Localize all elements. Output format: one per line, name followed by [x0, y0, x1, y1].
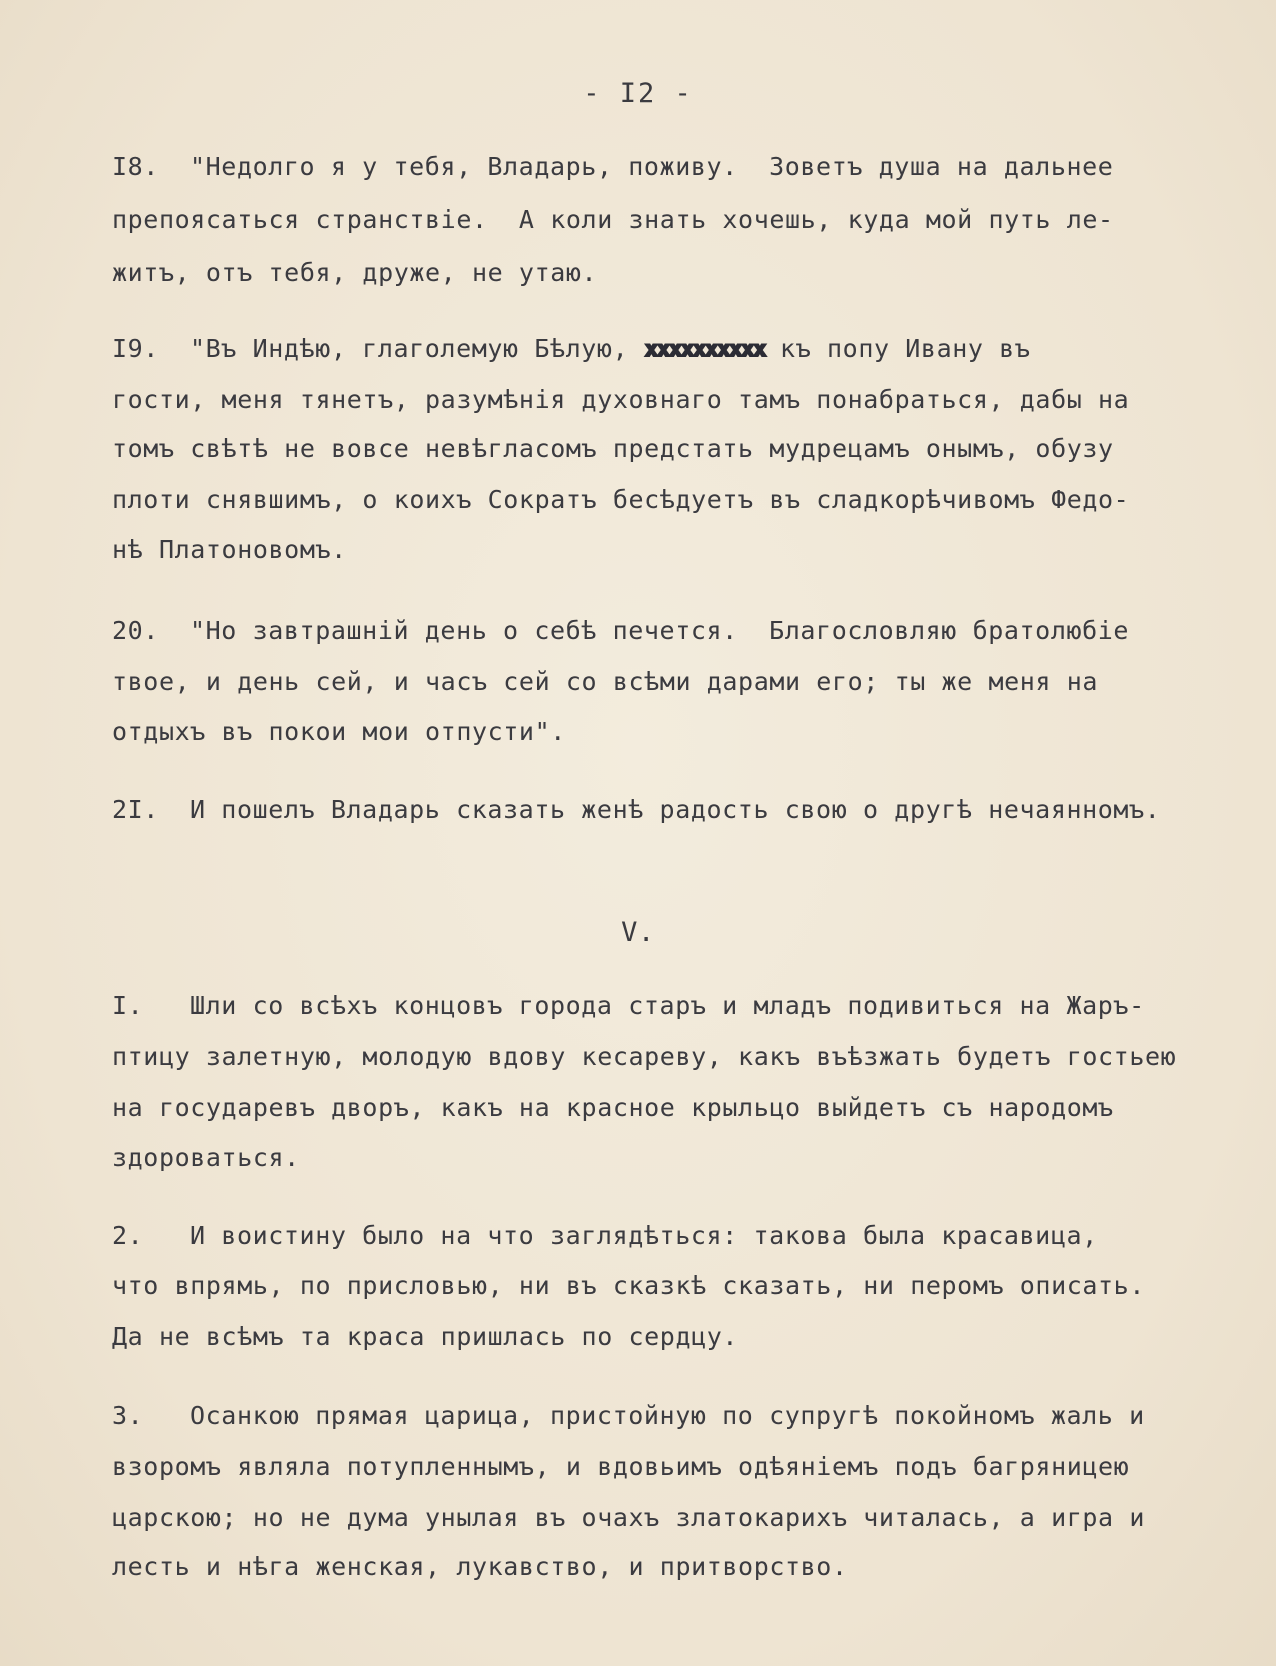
page-number: - I2 -: [583, 78, 693, 109]
paragraph-20-line-3: отдыхъ въ покои мои отпусти".: [112, 717, 566, 746]
paragraph-19-line-1: [112, 334, 1030, 364]
paragraph-19-line-3: томъ свѣтѣ не вовсе невѣгласомъ предстать мудрецамъ онымъ, обузу: [112, 434, 1114, 463]
paragraph-21-line-1: [112, 795, 1160, 825]
paragraph-18-line-2: препоясаться странствіе. А коли знать хочешь, куда мой путь ле-: [112, 205, 1114, 234]
paragraph-number: I.: [112, 991, 144, 1020]
section-paragraph-1-line-3: на государевъ дворъ, какъ на красное крыльцо выйдетъ съ народомъ: [112, 1093, 1114, 1122]
line-text: Осанкою прямая царица, пристойную по супругѣ покойномъ жаль и: [190, 1401, 1145, 1430]
paragraph-number: 2.: [112, 1221, 144, 1250]
paragraph-19-line-4: плоти снявшимъ, о коихъ Сократъ бесѣдуетъ въ сладкорѣчивомъ Федо-: [112, 485, 1130, 514]
paragraph-number: 3.: [112, 1401, 144, 1430]
section-paragraph-1-line-1: [112, 991, 1145, 1021]
line-text-continued: къ попу Ивану въ: [764, 334, 1031, 363]
paragraph-19-line-5: нѣ Платоновомъ.: [112, 535, 347, 564]
paragraph-20-line-2: твое, и день сей, и часъ сей со всѣми дарами его; ты же меня на: [112, 667, 1099, 696]
paragraph-number: I8.: [112, 152, 159, 181]
section-paragraph-1-line-2: птицу залетную, молодую вдову кесареву, какъ въѣзжать будетъ гостьею: [112, 1042, 1177, 1071]
section-paragraph-3-line-2: взоромъ являла потупленнымъ, и вдовьимъ одѣяніемъ подъ багряницею: [112, 1452, 1130, 1481]
section-paragraph-2-line-2: что впрямь, по присловью, ни въ сказкѣ сказать, ни перомъ описать.: [112, 1271, 1145, 1300]
paragraph-number: 20.: [112, 616, 159, 645]
section-paragraph-3-line-4: лесть и нѣга женская, лукавство, и притворство.: [112, 1552, 848, 1581]
line-text: И пошелъ Владарь сказать женѣ радость свою о другѣ нечаянномъ.: [190, 795, 1161, 824]
line-text: "Въ Индѣю, глаголемую Бѣлую,: [190, 334, 644, 363]
paragraph-18-line-1: [112, 152, 1113, 182]
line-text: "Но завтрашній день о себѣ печется. Благословляю братолюбіе: [190, 616, 1130, 645]
line-text: "Недолго я у тебя, Владарь, поживу. Зоветъ душа на дальнее: [190, 152, 1114, 181]
section-paragraph-2-line-1: [112, 1221, 1098, 1251]
section-paragraph-3-line-3: царскою; но не дума унылая въ очахъ златокарихъ читалась, а игра и: [112, 1503, 1145, 1532]
struck-out-text: xxxxxxxxxx: [643, 334, 765, 363]
paragraph-number: I9.: [112, 334, 159, 363]
section-paragraph-2-line-3: Да не всѣмъ та краса пришлась по сердцу.: [112, 1322, 739, 1351]
section-heading: V.: [621, 917, 655, 948]
section-paragraph-3-line-1: [112, 1401, 1145, 1431]
paragraph-18-line-3: житъ, отъ тебя, друже, не утаю.: [112, 258, 598, 287]
section-paragraph-1-line-4: здороваться.: [112, 1143, 300, 1172]
line-text: И воистину было на что заглядѣться: такова была красавица,: [190, 1221, 1098, 1250]
paragraph-20-line-1: [112, 616, 1129, 646]
line-text: Шли со всѣхъ концовъ города старъ и младъ подивиться на Жаръ-: [190, 991, 1145, 1020]
paragraph-19-line-2: гости, меня тянетъ, разумѣнія духовнаго тамъ понабраться, дабы на: [112, 385, 1130, 414]
paragraph-number: 2I.: [112, 795, 159, 824]
